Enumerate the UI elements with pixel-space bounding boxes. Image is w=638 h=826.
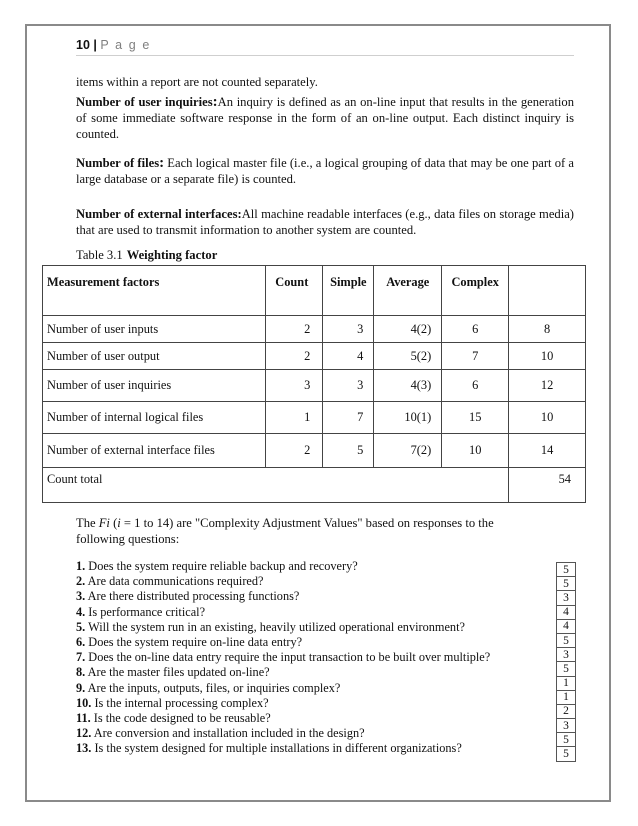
cell-average: 5(2) (374, 343, 442, 370)
adjustment-value: 1 (557, 676, 576, 690)
list-item (76, 726, 546, 741)
list-item (76, 741, 546, 756)
cell-total: 14 (509, 434, 586, 468)
question-list (76, 559, 546, 757)
question-number: 10. (76, 695, 92, 710)
question-text: Is the code designed to be reusable? (90, 711, 271, 726)
paragraph-external-interfaces (76, 206, 574, 238)
list-item (76, 650, 546, 665)
adjustment-value: 4 (557, 619, 576, 633)
question-number: 11. (76, 711, 91, 726)
question-text: Are the inputs, outputs, files, or inquiries complex? (85, 680, 341, 695)
cell-factor: Number of user inputs (43, 316, 266, 343)
cell-complex: 15 (442, 402, 509, 434)
page-label: P a g e (100, 38, 151, 52)
question-text: Are data communications required? (85, 574, 264, 589)
cell-simple: 7 (323, 402, 374, 434)
table-row (43, 434, 586, 468)
question-number: 3. (76, 589, 86, 604)
count-total-value: 54 (509, 468, 586, 503)
adjustment-value: 5 (557, 747, 576, 761)
term-colon: : (159, 155, 165, 171)
cell-count: 3 (266, 370, 323, 402)
question-number: 9. (76, 680, 86, 695)
complexity-intro (76, 515, 506, 547)
header-measurement-factors: Measurement factors (43, 266, 266, 316)
page-number: 10 (76, 38, 90, 52)
list-item (76, 559, 546, 574)
term-external-interfaces: Number of external interfaces (76, 207, 238, 221)
question-text: Does the system require reliable backup and recovery? (85, 559, 358, 573)
intro-text: The (76, 516, 99, 530)
adjustment-value: 2 (557, 704, 576, 718)
paragraph-user-inquiries (76, 94, 574, 142)
header-average: Average (374, 266, 442, 316)
paragraph-text: An inquiry is defined as an on-line input that results in the generation of some immediate software response in the form of an on-line output. Each distinct inquiry is counted. (76, 95, 574, 141)
table-row (43, 343, 586, 370)
cell-complex: 6 (442, 370, 509, 402)
question-number: 13. (76, 741, 92, 756)
list-item (76, 620, 546, 635)
adjustment-value: 5 (557, 563, 576, 577)
question-text: Does the system require on-line data entry? (85, 635, 303, 650)
question-text: Are conversion and installation included in the design? (91, 726, 365, 741)
question-text: Are the master files updated on-line? (85, 665, 270, 680)
list-item (76, 681, 546, 696)
paragraph-continuation (76, 74, 574, 90)
paragraph-text: items within a report are not counted separately. (76, 75, 318, 89)
cell-complex: 10 (442, 434, 509, 468)
cell-count: 1 (266, 402, 323, 434)
cell-average: 10(1) (374, 402, 442, 434)
count-total-row (43, 468, 586, 503)
term-colon: : (237, 207, 242, 221)
question-number: 2. (76, 574, 86, 589)
question-text: Will the system run in an existing, heavily utilized operational environment? (85, 619, 465, 634)
adjustment-value: 3 (557, 648, 576, 662)
caption-label: Table 3.1 (76, 248, 123, 262)
adjustment-value: 3 (557, 591, 576, 605)
list-item (76, 696, 546, 711)
list-item (76, 665, 546, 680)
adjustment-value: 3 (557, 719, 576, 733)
caption-title: Weighting factor (126, 248, 218, 262)
count-total-label: Count total (43, 468, 509, 503)
cell-factor: Number of user inquiries (43, 370, 266, 402)
page-header (76, 38, 574, 56)
cell-complex: 6 (442, 316, 509, 343)
header-separator: | (89, 38, 101, 52)
adjustment-value: 5 (557, 633, 576, 647)
intro-text: ( (109, 516, 118, 530)
question-text: Are there distributed processing functions? (85, 589, 300, 604)
intro-text: = 1 to 14) are "Complexity Adjustment Values" based on responses to the following questions: (76, 516, 494, 546)
question-number: 8. (76, 665, 86, 680)
header-blank (509, 266, 586, 316)
cell-count: 2 (266, 316, 323, 343)
cell-average: 4(3) (374, 370, 442, 402)
cell-count: 2 (266, 343, 323, 370)
list-item (76, 605, 546, 620)
table-header-row (43, 266, 586, 316)
term-colon: : (212, 94, 218, 110)
cell-total: 8 (509, 316, 586, 343)
paragraph-files (76, 155, 574, 187)
list-item (76, 574, 546, 589)
table-caption (76, 248, 217, 263)
question-text: Is performance critical? (85, 604, 206, 619)
paragraph-text: All machine readable interfaces (e.g., data files on storage media) that are used to transmit information to another system are counted. (76, 207, 574, 237)
question-text: Is the system designed for multiple installations in different organizations? (91, 741, 462, 756)
question-number: 6. (76, 635, 86, 650)
intro-i: i (117, 516, 121, 530)
cell-total: 12 (509, 370, 586, 402)
cell-count: 2 (266, 434, 323, 468)
intro-fi: Fi (98, 516, 110, 530)
cell-average: 7(2) (374, 434, 442, 468)
cell-complex: 7 (442, 343, 509, 370)
cell-factor: Number of user output (43, 343, 266, 370)
table-row (43, 316, 586, 343)
adjustment-value: 5 (557, 662, 576, 676)
adjustment-value: 1 (557, 690, 576, 704)
adjustment-value: 4 (557, 605, 576, 619)
question-text: Does the on-line data entry require the input transaction to be built over multiple? (85, 650, 491, 665)
question-number: 1. (76, 559, 86, 573)
question-number: 5. (76, 619, 86, 634)
cell-total: 10 (509, 343, 586, 370)
term-files: Number of files (76, 156, 160, 170)
cell-simple: 4 (323, 343, 374, 370)
list-item (76, 635, 546, 650)
weighting-factor-table (42, 265, 586, 503)
cell-simple: 3 (323, 370, 374, 402)
header-count: Count (266, 266, 323, 316)
question-number: 12. (76, 726, 92, 741)
table-row (43, 402, 586, 434)
header-complex: Complex (442, 266, 509, 316)
adjustment-values-column (556, 562, 576, 762)
list-item (76, 711, 546, 726)
adjustment-value: 5 (557, 733, 576, 747)
table-row (43, 370, 586, 402)
question-number: 4. (76, 604, 86, 619)
cell-simple: 3 (323, 316, 374, 343)
paragraph-text: Each logical master file (i.e., a logical grouping of data that may be one part of a large database or a separate file) is counted. (76, 156, 575, 186)
cell-factor: Number of internal logical files (43, 402, 266, 434)
header-simple: Simple (323, 266, 374, 316)
question-text: Is the internal processing complex? (91, 695, 269, 710)
term-user-inquiries: Number of user inquiries (76, 95, 213, 109)
adjustment-value: 5 (557, 577, 576, 591)
cell-total: 10 (509, 402, 586, 434)
cell-factor: Number of external interface files (43, 434, 266, 468)
list-item (76, 589, 546, 604)
cell-simple: 5 (323, 434, 374, 468)
question-number: 7. (76, 650, 86, 665)
cell-average: 4(2) (374, 316, 442, 343)
